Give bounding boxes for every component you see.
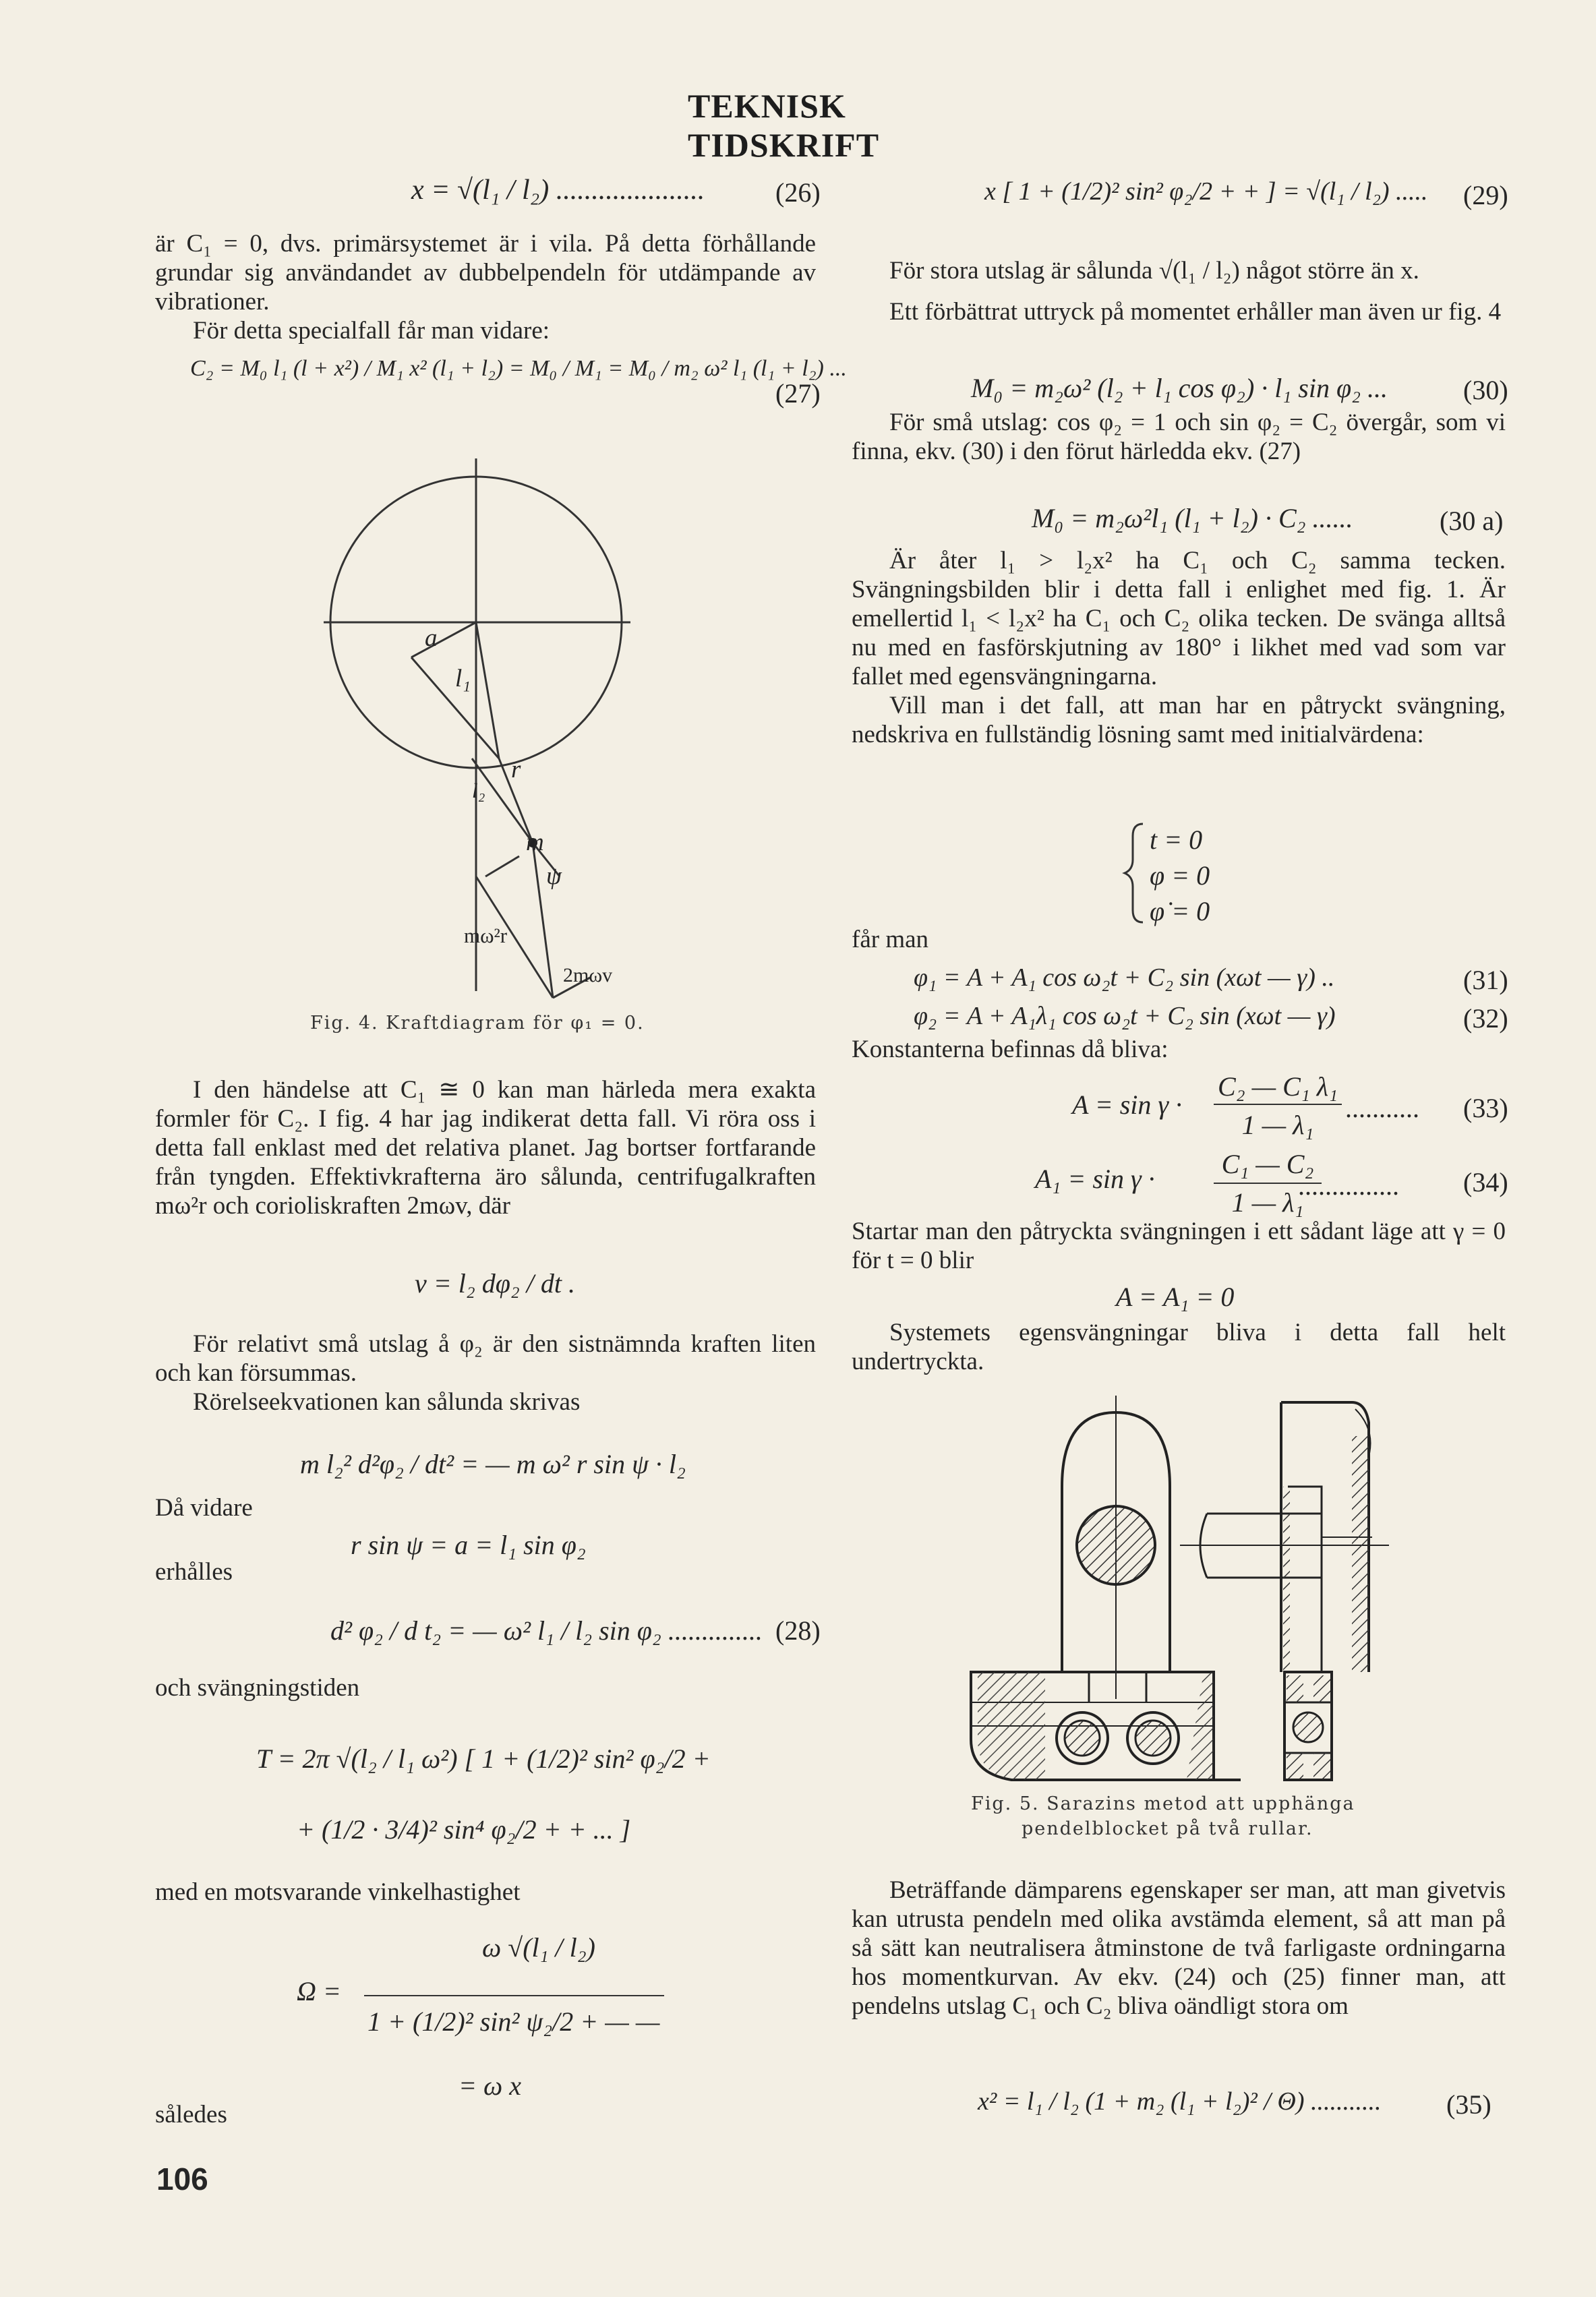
paragraph: I den händelse att C₁ ≅ 0 kan man härleda mera exakta formler för C₂. I fig. 4 har jag indikerat detta fall. Vi röra oss i detta fall enklast med det relativa planet. Jag bortser fortfarande från tyngden. Effektivkrafterna äro sålunda, centrifugalkraften mω²r och corioliskraften 2mωv, där xyxy=(155,1076,816,1220)
equation-v: v = l₂ dφ₂ / dt . xyxy=(415,1268,576,1299)
equation-number-27: (27) xyxy=(775,378,821,409)
equation-number-34: (34) xyxy=(1463,1167,1508,1197)
paragraph: För stora utslag är sålunda √(l₁ / l₂) något större än x. xyxy=(889,257,1419,285)
label-coriolis: 2mωv xyxy=(563,964,613,986)
equation-34-lhs: A₁ = sin γ · xyxy=(1035,1164,1155,1194)
figure-4-caption: Fig. 4. Kraftdiagram för φ₁ = 0. xyxy=(310,1013,645,1034)
initial-value-phi-dot: φ̇ = 0 xyxy=(1150,896,1210,926)
paragraph: Rörelseekvationen kan sålunda skrivas xyxy=(193,1388,581,1416)
equation-35: x² = l₁ / l₂ (1 + m₂ (l₁ + l₂)² / Θ) ........... xyxy=(978,2087,1382,2116)
paragraph: Startar man den påtryckta svängningen i ett sådant läge att γ = 0 för t = 0 blir xyxy=(852,1218,1506,1274)
equation-omega-numerator: ω √(l₁ / l₂) xyxy=(482,1932,595,1963)
equation-33-numerator: C₂ — C₁ λ₁ xyxy=(1218,1071,1338,1102)
equation-omega-denominator: 1 + (1/2)² sin² ψ₂/2 + — — xyxy=(367,2006,660,2037)
paragraph: och svängningstiden xyxy=(155,1674,360,1702)
equation-28: d² φ₂ / d t₂ = — ω² l₁ / l₂ sin φ₂ .............. xyxy=(330,1615,763,1646)
paragraph: För relativt små utslag å φ₂ är den sistnämnda kraften liten och kan försummas. xyxy=(155,1330,816,1387)
label-r: r xyxy=(511,756,521,783)
pivot-pin xyxy=(1077,1506,1155,1584)
label-psi: ψ xyxy=(546,862,562,890)
paragraph: Systemets egensvängningar bliva i detta fall helt undertryckta. xyxy=(852,1319,1506,1375)
equation-number-26: (26) xyxy=(775,177,821,208)
page-number: 106 xyxy=(156,2161,208,2197)
paragraph: är C₁ = 0, dvs. primärsystemet är i vila. På detta förhållande grundar sig användandet av dubbelpendeln för utdämpande av vibrationer. xyxy=(155,230,816,316)
equation-omega-lhs: Ω = xyxy=(297,1976,341,2006)
journal-header: TEKNISK TIDSKRIFT xyxy=(688,87,880,164)
paragraph: således xyxy=(155,2101,227,2128)
equation-number-30a: (30 a) xyxy=(1440,506,1504,536)
label-a: a xyxy=(425,624,438,652)
label-m: m xyxy=(526,829,544,856)
paragraph: erhålles xyxy=(155,1558,233,1586)
equation-number-31: (31) xyxy=(1463,965,1508,995)
equation-A-zero: A = A₁ = 0 xyxy=(1116,1282,1235,1312)
equation-33-denominator: 1 — λ₁ xyxy=(1241,1110,1314,1140)
paragraph: Är åter l₁ > l₂x² ha C₁ och C₂ samma tecken. Svängningsbilden blir i detta fall i enlighet med fig. 1. Är emellertid l₁ < l₂x² ha C₁ och C₂ olika tecken. De svänga alltså nu med en fasförskjutning av 180° i likhet med vad som var fallet med egensvängningarna. xyxy=(852,547,1506,690)
figure-5-caption-line-1: Fig. 5. Sarazins metod att upphänga xyxy=(971,1793,1355,1814)
label-l2: l₂ xyxy=(472,779,485,802)
paragraph: Vill man i det fall, att man har en påtryckt svängning, nedskriva en fullständig lösning samt med initialvärdena: xyxy=(852,692,1506,748)
initial-value-t: t = 0 xyxy=(1150,825,1203,855)
equation-27: C₂ = M₀ l₁ (l + x²) / M₁ x² (l₁ + l₂) = M₀ / M₁ = M₀ / m₂ ω² l₁ (l₁ + l₂) ... xyxy=(190,356,847,381)
equation-period-line-2: + (1/2 · 3/4)² sin⁴ φ₂/2 + + ... ] xyxy=(297,1814,631,1845)
equation-period-line-1: T = 2π √(l₂ / l₁ ω²) [ 1 + (1/2)² sin² φ₂/2 + xyxy=(256,1743,711,1774)
equation-34-numerator: C₁ — C₂ xyxy=(1221,1149,1314,1179)
equation-33-dots: ........... xyxy=(1345,1093,1419,1123)
figure-5-caption-line-2: pendelblocket på två rullar. xyxy=(1022,1818,1313,1839)
equation-motion: m l₂² d²φ₂ / dt² = — m ω² r sin ψ · l₂ xyxy=(300,1449,686,1479)
equation-number-35: (35) xyxy=(1446,2089,1491,2120)
equation-number-29: (29) xyxy=(1463,180,1508,210)
equation-33-lhs: A = sin γ · xyxy=(1072,1090,1183,1120)
initial-value-phi: φ = 0 xyxy=(1150,860,1210,891)
paragraph: får man xyxy=(852,926,929,953)
right-text-block-final xyxy=(852,1876,1506,2021)
paragraph: Beträffande dämparens egenskaper ser man, att man givetvis kan utrusta pendeln med olika avstämda element, så att man på så sätt kan neutralisera åtminstone de två farligaste ordningarna hos momentkurvan. Av ekv. (24) och (25) finner man, att pendelns utslag C₁ och C₂ bliva oändligt stora om xyxy=(852,1876,1506,2020)
equation-number-32: (32) xyxy=(1463,1003,1508,1034)
equation-31: φ₁ = A + A₁ cos ω₂t + C₂ sin (xωt — γ) .. xyxy=(914,963,1335,992)
paragraph: För detta specialfall får man vidare: xyxy=(193,317,550,345)
label-centrifugal: mω²r xyxy=(464,924,508,947)
equation-34-denominator: 1 — λ₁ xyxy=(1231,1187,1304,1218)
equation-number-33: (33) xyxy=(1463,1093,1508,1123)
paragraph: Konstanterna befinnas då bliva: xyxy=(852,1036,1169,1063)
equation-30: M₀ = m₂ω² (l₂ + l₁ cos φ₂) · l₁ sin φ₂ ... xyxy=(971,373,1388,403)
equation-r: r sin ψ = a = l₁ sin φ₂ xyxy=(351,1530,586,1560)
equation-34-dots: ............... xyxy=(1298,1170,1399,1201)
paragraph: Då vidare xyxy=(155,1494,253,1522)
equation-29: x [ 1 + (1/2)² sin² φ₂/2 + + ] = √(l₁ / l₂) ..... xyxy=(984,177,1428,206)
equation-omega-2: = ω x xyxy=(459,2070,521,2101)
paragraph: För små utslag: cos φ₂ = 1 och sin φ₂ = C₂ övergår, som vi finna, ekv. (30) i den förut härledda ekv. (27) xyxy=(852,409,1506,465)
equation-30a: M₀ = m₂ω²l₁ (l₁ + l₂) · C₂ ...... xyxy=(1032,503,1353,533)
equation-32: φ₂ = A + A₁λ₁ cos ω₂t + C₂ sin (xωt — γ) xyxy=(914,1002,1336,1030)
equation-number-28: (28) xyxy=(775,1615,821,1646)
equation-number-30: (30) xyxy=(1463,375,1508,405)
equation-26: x = √(l₁ / l₂) ..................... xyxy=(411,175,705,206)
label-l1: l₁ xyxy=(455,665,471,692)
paragraph: Ett förbättrat uttryck på momentet erhåller man även ur fig. 4 xyxy=(889,298,1502,326)
paragraph: med en motsvarande vinkelhastighet xyxy=(155,1878,521,1906)
